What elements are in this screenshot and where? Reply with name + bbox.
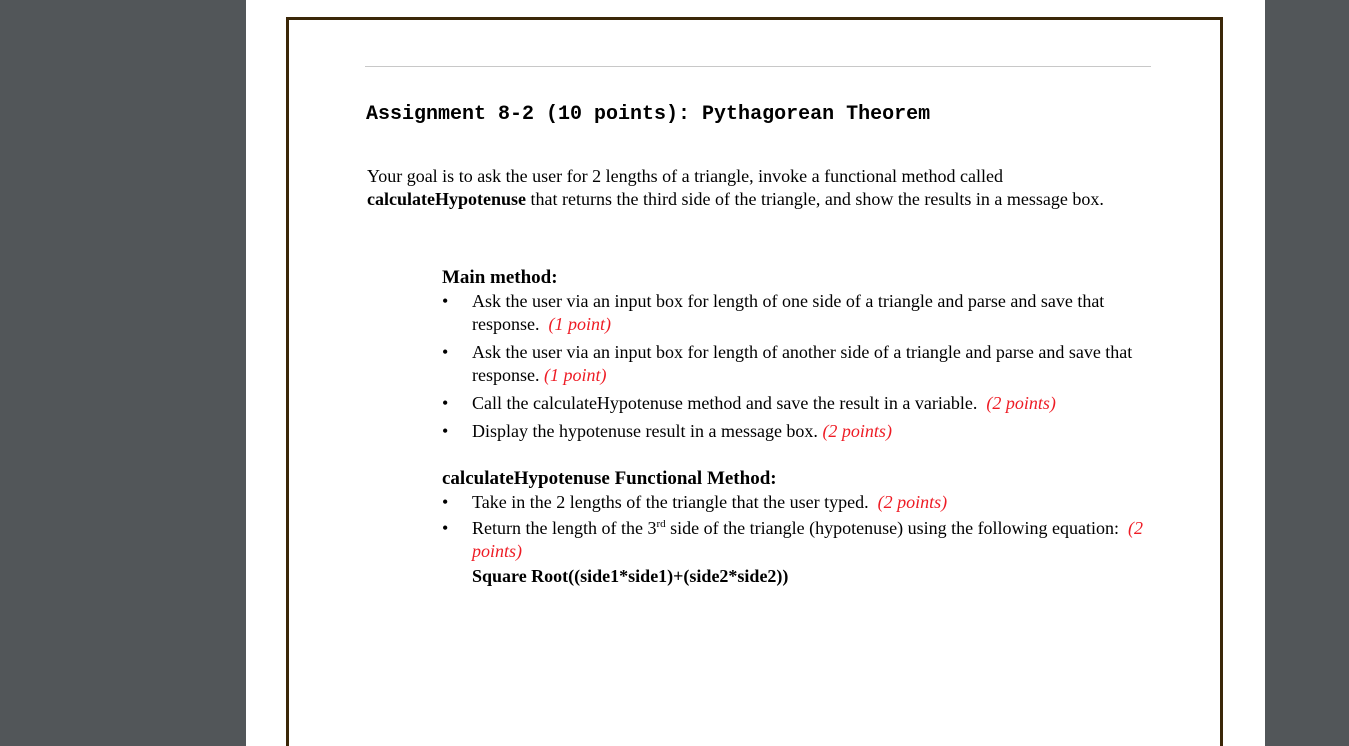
bullet: • — [442, 291, 449, 311]
hypotenuse-formula: Square Root((side1*side1)+(side2*side2)) — [472, 566, 789, 586]
list-item — [442, 290, 1162, 336]
header-rule — [365, 66, 1151, 67]
intro-paragraph — [367, 165, 1127, 211]
assignment-title: Assignment 8-2 (10 points): Pythagorean Theorem — [366, 103, 931, 126]
main-method-list — [442, 290, 1162, 443]
points-label: (2 points) — [472, 518, 1144, 561]
main-method-heading: Main method: — [442, 267, 558, 288]
ordinal-suffix: rd — [656, 518, 666, 530]
item-text: Take in the 2 lengths of the triangle that the user typed. — [472, 492, 869, 512]
bullet: • — [442, 492, 449, 512]
list-item — [442, 392, 1162, 415]
intro-method-name: calculateHypotenuse — [367, 189, 526, 209]
points-label: (2 points) — [877, 492, 948, 512]
points-label: (1 point) — [543, 365, 607, 385]
intro-text-after: that returns the third side of the triangle, and show the results in a message box. — [526, 189, 1104, 209]
item-text: Ask the user via an input box for length of one side of a triangle and parse and save that response. — [472, 291, 1105, 334]
item-text: Ask the user via an input box for length of another side of a triangle and parse and save that response. — [472, 342, 1133, 385]
item-text-before: Return the length of the 3 — [472, 518, 657, 538]
list-item — [442, 341, 1162, 387]
calculate-hypotenuse-list — [442, 491, 1162, 588]
list-item — [442, 517, 1162, 588]
item-text: Call the calculateHypotenuse method and save the result in a variable. — [472, 393, 978, 413]
calculate-hypotenuse-section — [442, 467, 1162, 591]
bullet: • — [442, 342, 449, 362]
list-item — [442, 491, 1162, 514]
list-item — [442, 420, 1162, 443]
bullet: • — [442, 518, 449, 538]
points-label: (1 point) — [548, 314, 611, 334]
bullet: • — [442, 393, 449, 413]
main-method-section — [442, 266, 1162, 448]
item-text: Display the hypotenuse result in a message box. — [472, 421, 818, 441]
points-label: (2 points) — [986, 393, 1056, 413]
points-label: (2 points) — [822, 421, 892, 441]
item-text-after: side of the triangle (hypotenuse) using the following equation: — [665, 518, 1120, 538]
calculate-hypotenuse-heading: calculateHypotenuse Functional Method: — [442, 468, 777, 489]
intro-text-before: Your goal is to ask the user for 2 lengths of a triangle, invoke a functional method called — [367, 166, 1004, 186]
bullet: • — [442, 421, 449, 441]
document-page — [246, 0, 1265, 746]
